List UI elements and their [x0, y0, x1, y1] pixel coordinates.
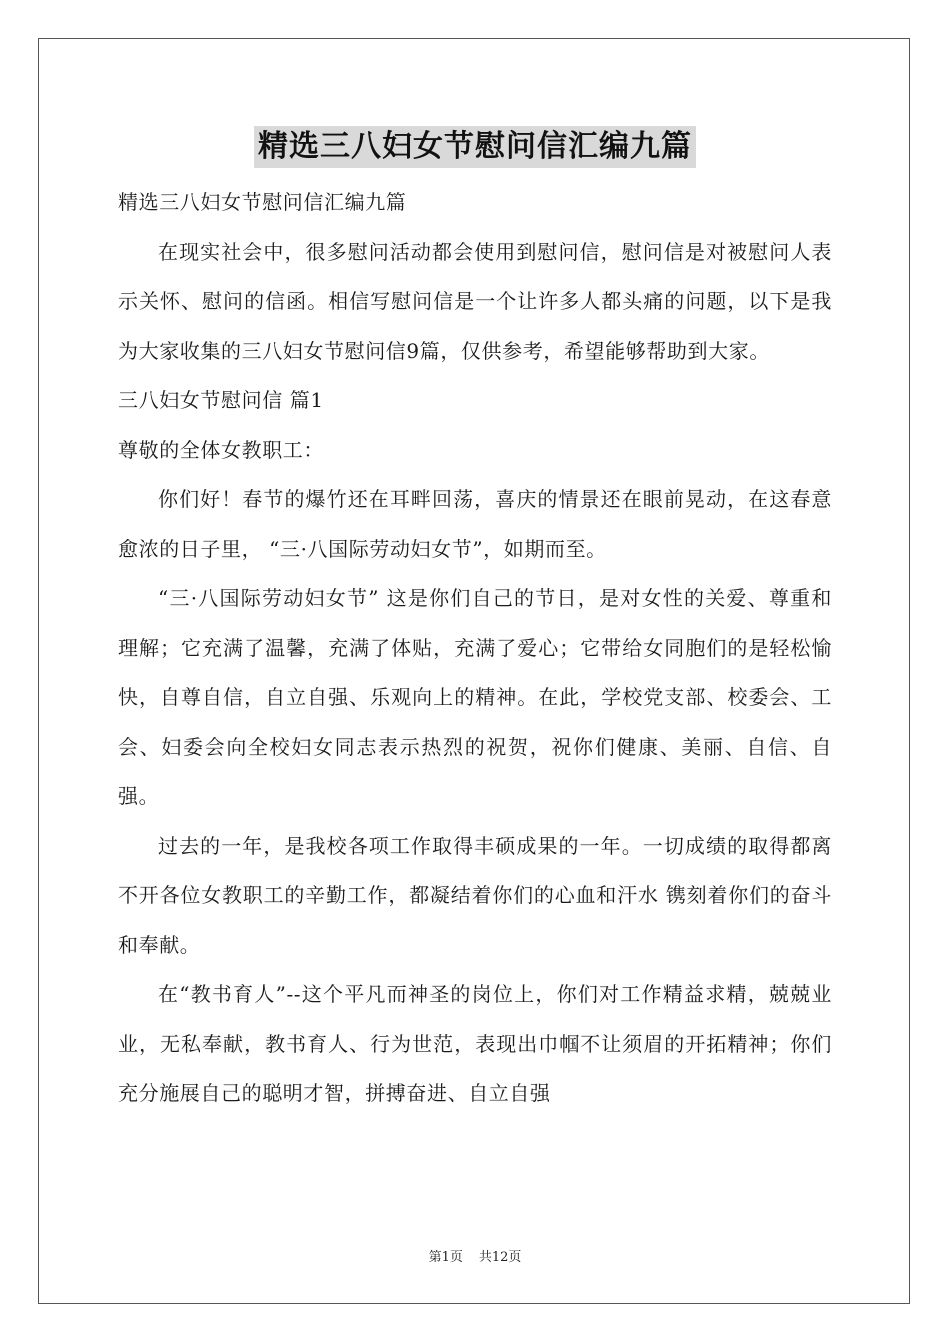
intro-paragraph: 在现实社会中，很多慰问活动都会使用到慰问信，慰问信是对被慰问人表示关怀、慰问的信函。相信写慰问信是一个让许多人都头痛的问题，以下是我为大家收集的三八妇女节慰问信9篇，仅供参考，希望能够帮助到大家。 [118, 239, 832, 363]
body-paragraph: “三·八国际劳动妇女节” 这是你们自己的节日，是对女性的关爱、尊重和理解；它充满了温馨，充满了体贴，充满了爱心；它带给女同胞们的是轻松愉快，自尊自信，自立自强、乐观向上的精神。在此，学校党支部、校委会、工会、妇委会向全校妇女同志表示热烈的祝贺，祝你们健康、美丽、自信、自强。 [118, 586, 832, 808]
page-footer [0, 1246, 950, 1265]
page-total: 共12页 [478, 1250, 522, 1265]
body-paragraph: 过去的一年，是我校各项工作取得丰硕成果的一年。一切成绩的取得都离不开各位女教职工的辛勤工作，都凝结着你们的心血和汗水 镌刻着你们的奋斗和奉献。 [118, 833, 832, 957]
document-title: 精选三八妇女节慰问信汇编九篇 [254, 126, 696, 168]
body-paragraph: 你们好！春节的爆竹还在耳畔回荡，喜庆的情景还在眼前晃动，在这春意愈浓的日子里， “三·八国际劳动妇女节”，如期而至。 [118, 487, 832, 561]
subtitle-line: 精选三八妇女节慰问信汇编九篇 [118, 190, 407, 214]
page-number: 第1页 [428, 1250, 463, 1265]
section-heading: 三八妇女节慰问信 篇1 [118, 388, 324, 412]
body-paragraph: 在“教书育人”--这个平凡而神圣的岗位上，你们对工作精益求精，兢兢业业，无私奉献，教书育人、行为世范，表现出巾帼不让须眉的开拓精神；你们充分施展自己的聪明才智，拼搏奋进、自立自强 [118, 982, 832, 1105]
salutation: 尊敬的全体女教职工： [118, 437, 324, 462]
document-body [118, 178, 832, 1119]
title-container [0, 126, 950, 168]
